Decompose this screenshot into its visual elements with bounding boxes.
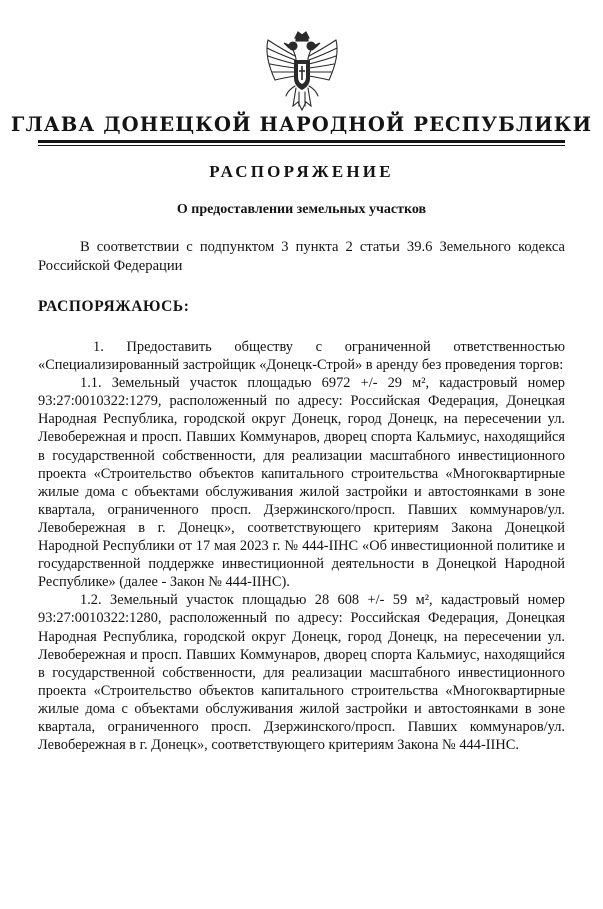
header-rule-thin [38, 145, 565, 146]
list-item: 1.2. Земельный участок площадью 28 608 +/- 59 м², кадастровый номер 93:27:0010322:1280, расположенный по адресу: Российская Федерация, Донецкая Народная Республика, городской округ Донецк, город Донецк, на пересечении ул. Левобережная и просп. Павших Коммунаров, дворец спорта Кальмиус, находящийся в государственной собственности, для реализации масштабного инвестиционного проекта «Строительство объектов капитального строительства «Многоквартирные жилые дома с объектами обслуживания жилой застройки и автостоянками в зоне квартала, ограниченного просп. Дзержинского/просп. Павших коммунаров/ул. Левобережная в г. Донецк», соответствующего критериям Закона № 444-IIНС. [38, 592, 565, 754]
double-headed-eagle-emblem-icon [262, 26, 342, 116]
document-subject: О предоставлении земельных участков [176, 202, 427, 217]
header-rule-thick [38, 140, 565, 143]
list-item: 1. Предоставить обществу с ограниченной ответственностью «Специализированный застройщик «Донецк-Строй» в аренду без проведения торгов: [38, 339, 565, 374]
document-type: РАСПОРЯЖЕНИЕ [209, 162, 394, 181]
preamble: В соответствии с подпунктом 3 пункта 2 статьи 39.6 Земельного кодекса Российской Федерации [38, 239, 565, 274]
issuer-header: ГЛАВА ДОНЕЦКОЙ НАРОДНОЙ РЕСПУБЛИКИ [10, 113, 593, 136]
document-body [38, 338, 565, 754]
list-item: 1.1. Земельный участок площадью 6972 +/- 29 м², кадастровый номер 93:27:0010322:1279, расположенный по адресу: Российская Федерация, Донецкая Народная Республика, городской округ Донецк, город Донецк, на пересечении ул. Левобережная и просп. Павших Коммунаров, дворец спорта Кальмиус, находящийся в государственной собственности, для реализации масштабного инвестиционного проекта «Строительство объектов капитального строительства «Многоквартирные жилые дома с объектами обслуживания жилой застройки и автостоянками в зоне квартала, ограниченного просп. Дзержинского/просп. Павших коммунаров/ул. Левобережная в г. Донецк», соответствующего критериям Закона Донецкой Народной Республики от 17 мая 2023 г. № 444-IIНС «Об инвестиционной политике и государственной поддержке инвестиционной деятельности в Донецкой Народной Республике» (далее - Закон № 444-IIНС). [38, 375, 565, 591]
order-word: РАСПОРЯЖАЮСЬ: [38, 298, 190, 315]
